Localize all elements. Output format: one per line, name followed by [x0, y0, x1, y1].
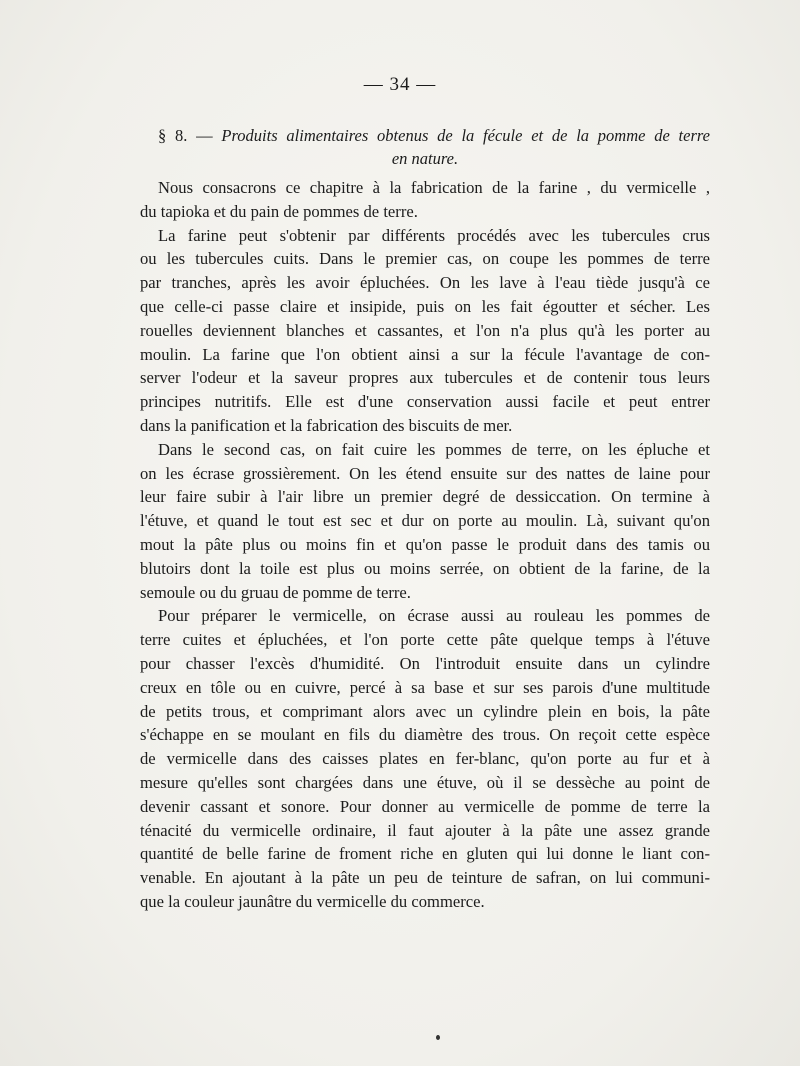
section-title-continued: en nature.: [391, 149, 459, 168]
section-heading-line-1: [140, 124, 710, 147]
text-line: moulin. La farine que l'on obtient ainsi a sur la fécule l'avantage de con-: [140, 344, 710, 364]
text-line: l'étuve, et quand le tout est sec et dur on porte au moulin. Là, suivant qu'on: [140, 511, 710, 531]
text-line: ou les tubercules cuits. Dans le premier cas, on coupe les pommes de terre: [140, 249, 710, 269]
text-line: La farine peut s'obtenir par différents procédés avec les tubercules crus: [158, 225, 710, 245]
text-line: devenir cassant et sonore. Pour donner au vermicelle de pomme de terre la: [140, 796, 710, 816]
text-line: pour chasser l'excès d'humidité. On l'introduit ensuite dans un cylindre: [140, 653, 710, 673]
text-line: ténacité du vermicelle ordinaire, il faut ajouter à la pâte une assez grande: [140, 820, 710, 840]
print-speck: [436, 1035, 440, 1040]
text-line: creux en tôle ou en cuivre, percé à sa base et sur ses parois d'une multitude: [140, 677, 710, 697]
text-line: Nous consacrons ce chapitre à la fabrication de la farine , du vermicelle ,: [158, 178, 710, 197]
text-line: terre cuites et épluchées, et l'on porte cette pâte quelque temps à l'étuve: [140, 630, 710, 650]
paragraph: [140, 224, 710, 438]
paragraph: [140, 604, 710, 913]
text-line: dans la panification et la fabrication des biscuits de mer.: [140, 415, 513, 435]
text-line: que la couleur jaunâtre du vermicelle du commerce.: [140, 891, 485, 911]
section-heading: [140, 124, 710, 170]
text-line: par tranches, après les avoir épluchées. On les lave à l'eau tiède jusqu'à ce: [140, 273, 710, 293]
section-title: Produits alimentaires obtenus de la fécule et de la pomme de terre: [221, 126, 711, 145]
text-line: s'échappe en se moulant en fils du diamètre des trous. On reçoit cette espèce: [140, 725, 710, 745]
text-line: quantité de belle farine de froment riche en gluten qui lui donne le liant con-: [140, 844, 710, 864]
page-number: — 34 —: [363, 74, 437, 95]
text-line: on les écrase grossièrement. On les étend ensuite sur des nattes de laine pour: [140, 463, 710, 483]
text-line: Dans le second cas, on fait cuire les pommes de terre, on les épluche et: [158, 439, 710, 459]
text-line: rouelles deviennent blanches et cassantes, et l'on n'a plus qu'à les porter au: [140, 320, 710, 340]
text-line: venable. En ajoutant à la pâte un peu de teinture de safran, on lui communi-: [140, 868, 710, 888]
text-line: du tapioka et du pain de pommes de terre.: [140, 201, 418, 221]
text-line: mout la pâte plus ou moins fin et qu'on passe le produit dans des tamis ou: [140, 534, 710, 554]
body-text: [140, 176, 710, 914]
text-line: leur faire subir à l'air libre un premier degré de dessiccation. On termine à: [140, 487, 710, 507]
section-number: § 8. —: [158, 126, 213, 145]
paragraph: [140, 438, 710, 605]
text-line: que celle-ci passe claire et insipide, puis on les fait égoutter et sécher. Les: [140, 296, 710, 316]
paragraph: [140, 176, 710, 224]
text-line: Pour préparer le vermicelle, on écrase aussi au rouleau les pommes de: [158, 606, 710, 626]
text-line: de petits trous, et comprimant alors avec un cylindre plein en bois, la pâte: [140, 701, 710, 721]
text-line: semoule ou du gruau de pomme de terre.: [140, 582, 411, 602]
text-line: de vermicelle dans des caisses plates en fer-blanc, qu'on porte au fur et à: [140, 749, 710, 769]
text-line: mesure qu'elles sont chargées dans une étuve, où il se dessèche au point de: [140, 772, 710, 792]
text-line: blutoirs dont la toile est plus ou moins serrée, on obtient de la farine, de la: [140, 558, 710, 578]
text-line: server l'odeur et la saveur propres aux tubercules et de contenir tous leurs: [140, 368, 710, 388]
text-line: principes nutritifs. Elle est d'une conservation aussi facile et peut entrer: [140, 392, 710, 412]
